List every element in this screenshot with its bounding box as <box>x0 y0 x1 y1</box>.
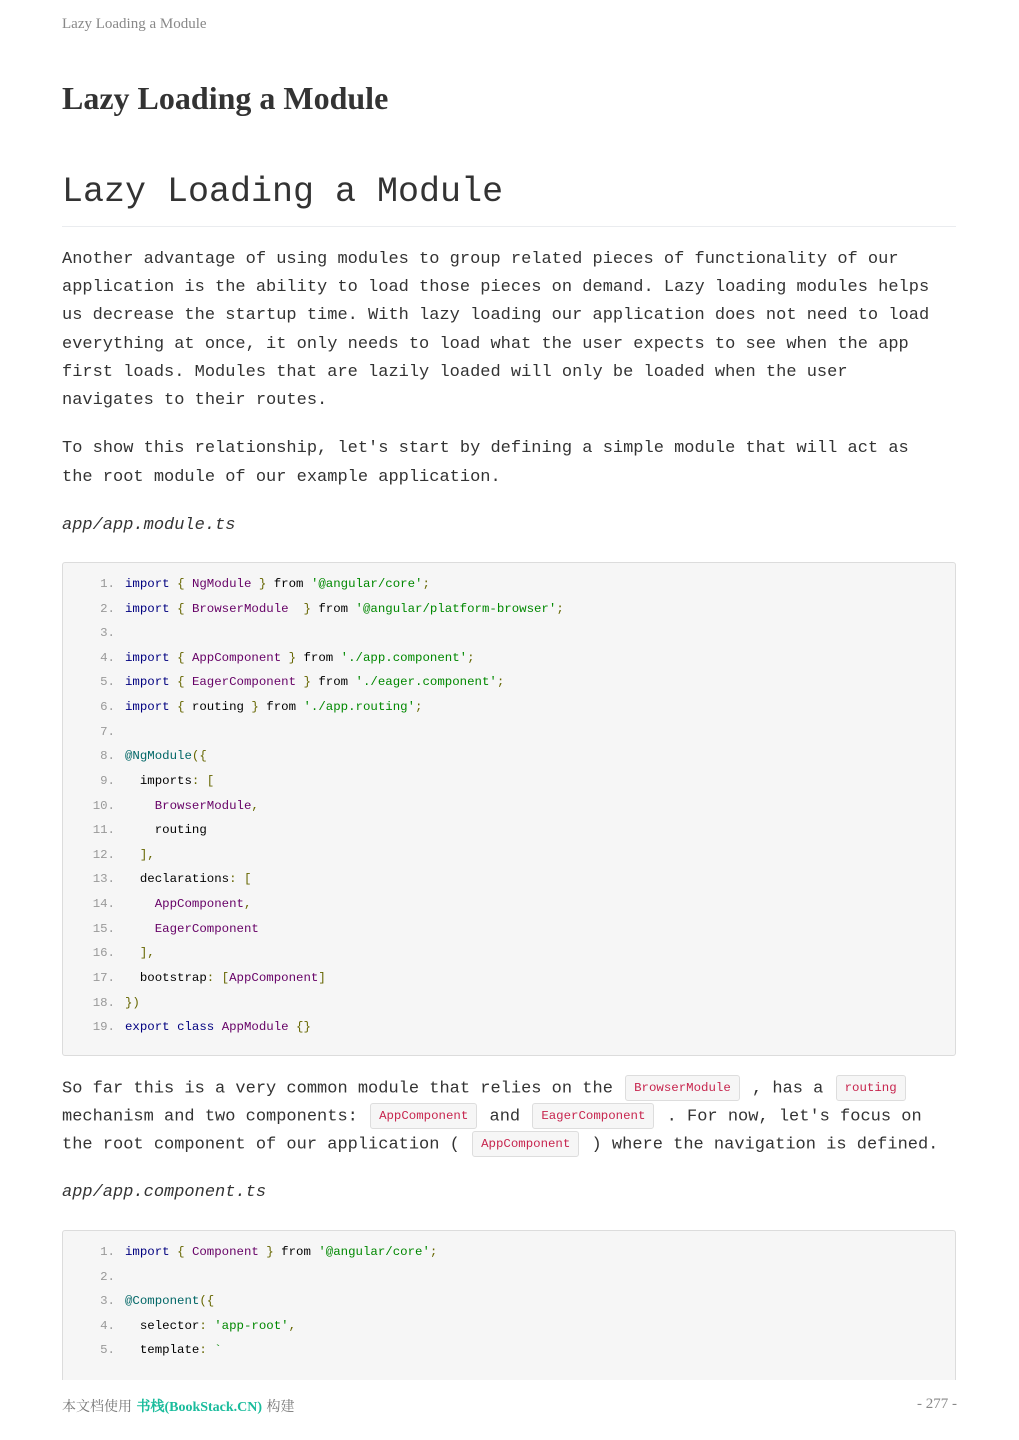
line-number: 4. <box>100 1318 115 1333</box>
code-text: import { routing } from './app.routing'; <box>125 700 423 715</box>
line-number: 3. <box>100 626 115 641</box>
code-line <box>63 941 155 966</box>
code-text: ], <box>139 946 155 961</box>
inline-code-browsermodule: BrowserModule <box>625 1075 740 1101</box>
code-text: import { BrowserModule } from '@angular/platform-browser'; <box>125 601 564 616</box>
code-text: @NgModule({ <box>125 749 207 764</box>
code-line <box>63 621 125 646</box>
paragraph-line: So far this is a very common module that relies on the BrowserModule , has a routing <box>62 1075 956 1104</box>
line-number: 4. <box>100 650 115 665</box>
code-text: import { AppComponent } from './app.component'; <box>125 650 475 665</box>
code-text: template: ` <box>125 1343 222 1358</box>
code-line <box>63 744 207 769</box>
code-text: selector: 'app-root', <box>125 1318 297 1333</box>
line-number: 1. <box>100 577 115 591</box>
footer-credit: 本文档使用 书栈(BookStack.CN) 构建 <box>62 1399 295 1415</box>
code-line <box>63 1314 296 1339</box>
paragraph-line: first loads. Modules that are lazily loaded will only be loaded when the user <box>62 363 848 382</box>
code-text: imports: [ <box>125 773 215 788</box>
code-text: import { NgModule } from '@angular/core'; <box>125 577 430 591</box>
paragraph-line: mechanism and two components: AppComponent and EagerComponent . For now, let's focus on <box>62 1103 956 1132</box>
inline-code-eagercomponent: EagerComponent <box>532 1103 654 1129</box>
code-text: import { EagerComponent } from './eager.component'; <box>125 675 505 690</box>
line-number: 11. <box>92 823 115 838</box>
line-number: 16. <box>92 946 115 961</box>
code-text: export class AppModule {} <box>125 1020 311 1035</box>
code-line <box>63 794 259 819</box>
line-number: 15. <box>92 921 115 936</box>
code-text: declarations: [ <box>125 872 252 887</box>
line-number: 10. <box>92 798 115 813</box>
line-number: 9. <box>100 773 115 788</box>
line-number: 19. <box>92 1020 115 1035</box>
code-line <box>63 892 251 917</box>
code-text: BrowserModule, <box>154 798 259 813</box>
code-line <box>63 1265 125 1290</box>
footer-brand-link[interactable]: 书栈(BookStack.CN) <box>136 1400 263 1415</box>
code-line <box>63 769 214 794</box>
code-line <box>63 572 430 597</box>
paragraph-line: To show this relationship, let's start by defining a simple module that will act as <box>62 439 909 458</box>
line-number: 3. <box>100 1294 115 1309</box>
code-line <box>63 966 326 991</box>
section-title: Lazy Loading a Module <box>62 172 956 227</box>
paragraph-line: navigates to their routes. <box>62 391 328 410</box>
paragraph-line: application is the ability to load those pieces on demand. Lazy loading modules helps <box>62 278 930 297</box>
line-number: 1. <box>100 1245 115 1259</box>
inline-code-routing: routing <box>836 1075 906 1101</box>
code-line <box>63 843 155 868</box>
line-number: 6. <box>100 700 115 715</box>
line-number: 8. <box>100 749 115 764</box>
code-line <box>63 991 140 1016</box>
line-number: 18. <box>92 995 115 1010</box>
line-number: 2. <box>100 1269 115 1284</box>
paragraph-line: everything at once, it only needs to load what the user expects to see when the app <box>62 335 909 354</box>
code-line <box>63 695 422 720</box>
code-line <box>63 1338 222 1363</box>
chapter-title: Lazy Loading a Module <box>62 80 389 116</box>
page-number: - 277 - <box>917 1396 957 1412</box>
filename-app-component: app/app.component.ts <box>62 1183 267 1202</box>
code-text: routing <box>125 823 207 838</box>
code-block-app-module <box>62 562 956 1056</box>
line-number: 17. <box>92 970 115 985</box>
code-line <box>63 917 259 942</box>
inline-code-appcomponent: AppComponent <box>472 1131 579 1157</box>
code-text: @Component({ <box>125 1294 215 1309</box>
line-number: 7. <box>100 724 115 739</box>
code-line <box>63 1015 311 1040</box>
code-text: EagerComponent <box>154 921 259 936</box>
line-number: 13. <box>92 872 115 887</box>
code-line <box>63 818 207 843</box>
code-line <box>63 670 504 695</box>
code-text: import { Component } from '@angular/core'; <box>125 1245 438 1259</box>
filename-app-module: app/app.module.ts <box>62 516 236 535</box>
code-line <box>63 597 564 622</box>
running-header: Lazy Loading a Module <box>62 16 207 32</box>
line-number: 2. <box>100 601 115 616</box>
code-text: ], <box>139 847 155 862</box>
paragraph-line: the root module of our example application. <box>62 468 501 487</box>
code-line <box>63 867 251 892</box>
code-line <box>63 646 475 671</box>
paragraph-line: us decrease the startup time. With lazy loading our application does not need to load <box>62 306 930 325</box>
code-text: bootstrap: [AppComponent] <box>125 970 326 985</box>
line-number: 5. <box>100 1343 115 1358</box>
line-number: 12. <box>92 847 115 862</box>
code-text: }) <box>125 995 140 1010</box>
line-number: 14. <box>92 897 115 912</box>
code-text: AppComponent, <box>154 897 252 912</box>
inline-code-appcomponent: AppComponent <box>370 1103 477 1129</box>
paragraph-line: Another advantage of using modules to group related pieces of functionality of our <box>62 250 899 269</box>
code-line <box>63 720 125 745</box>
paragraph-line: the root component of our application ( AppComponent ) where the navigation is defined. <box>62 1131 956 1160</box>
code-line <box>63 1289 214 1314</box>
code-line <box>63 1240 437 1265</box>
line-number: 5. <box>100 675 115 690</box>
